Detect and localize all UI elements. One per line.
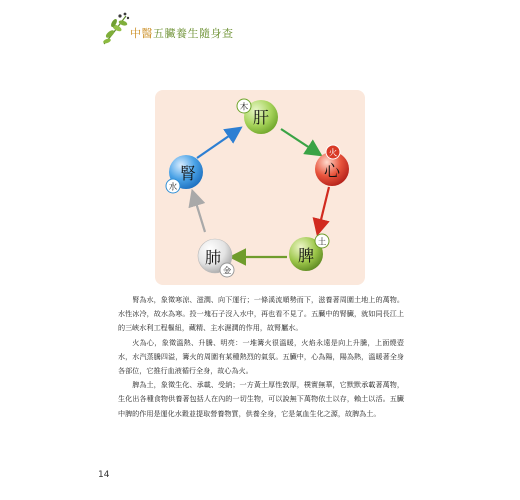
paragraph-spleen-earth: 脾為土，象徵生化、承載、受納；一方黃土厚性敦厚，樸實無華，它默默承載著萬物，生化出各種食物供養著包括人在內的一切生物，可以說無下萬物依土以存，賴土以活。五臟中脾的作用是運化水穀並提取營養物質，供養全身，它是氣血生化之源，故脾為土。 bbox=[118, 380, 404, 418]
element-label-metal: 金 bbox=[222, 266, 232, 277]
arrow-heart-to-spleen bbox=[318, 187, 329, 232]
running-header bbox=[98, 10, 248, 50]
book-title-rest: 五臟養生隨身查 bbox=[153, 27, 234, 40]
node-lung bbox=[198, 239, 234, 277]
body-text bbox=[118, 293, 404, 421]
organ-label-lung: 肺 bbox=[204, 248, 222, 267]
element-label-water: 水 bbox=[168, 182, 178, 193]
element-label-wood: 木 bbox=[239, 102, 249, 113]
node-liver bbox=[237, 99, 278, 134]
element-label-earth: 土 bbox=[317, 237, 327, 248]
arrow-kidney-to-liver bbox=[197, 129, 239, 158]
book-title bbox=[130, 25, 234, 41]
organ-label-spleen: 脾 bbox=[297, 246, 315, 265]
node-spleen bbox=[289, 234, 329, 271]
organ-label-liver: 肝 bbox=[252, 108, 270, 127]
arrow-liver-to-heart bbox=[281, 129, 319, 154]
paragraph-heart-fire: 火為心，象徵溫熱、升騰、明亮：一堆篝火很溫暖，火焰永遠是向上升騰，上面燒壺水，水汽蒸騰四溢，篝火的周圍有某種熱烈的氣氛。五臟中，心為陽，陽為熱，溫暖著全身各部位，它推行血液循行全身，故心為火。 bbox=[118, 337, 404, 376]
organ-label-kidney: 腎 bbox=[179, 164, 197, 183]
five-elements-cycle bbox=[155, 90, 365, 285]
paragraph-kidney-water: 腎為水，象徵寒涼、滋潤、向下運行；一條溪流順勢而下，滋養著周圍土地上的萬物。水性冰冷，故水為寒。投一塊石子沒入水中，再也看不見了。五臟中的腎臟，就如同長江上的三峽水利工程樞紐，藏精、主水濕潤的作用，故腎屬水。 bbox=[118, 295, 404, 333]
five-elements-diagram bbox=[155, 90, 365, 285]
book-title-accent: 中醫 bbox=[130, 27, 153, 40]
organ-label-heart: 心 bbox=[323, 161, 341, 180]
element-label-fire: 火 bbox=[328, 148, 338, 159]
arrow-lung-to-kidney bbox=[193, 193, 205, 232]
node-heart bbox=[315, 145, 349, 186]
node-kidney bbox=[166, 155, 203, 193]
page-number: 14 bbox=[98, 470, 110, 480]
